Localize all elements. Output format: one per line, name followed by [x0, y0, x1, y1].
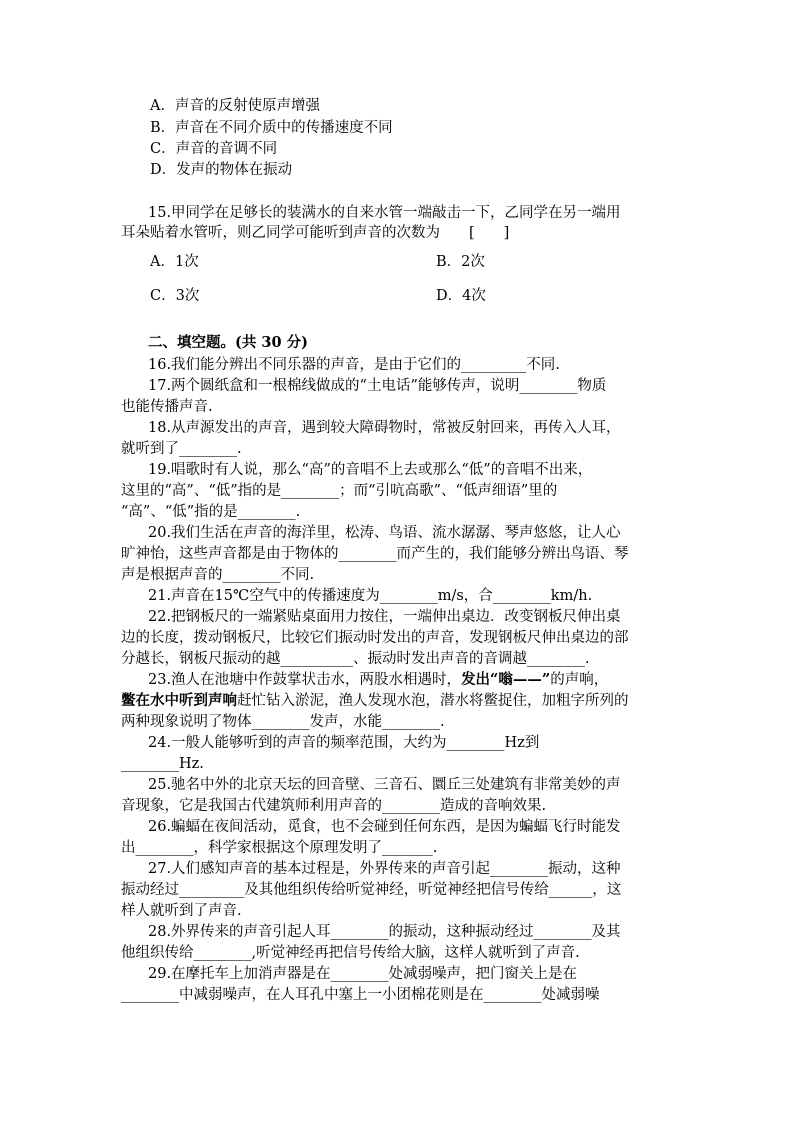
q15-option-a: A．1次 [150, 254, 199, 270]
q23-bold-phrase: 发出“嗡——” [461, 671, 551, 688]
q29-line2: ________中减弱噪声，在人耳孔中塞上一小团棉花则是在________处减弱噪 [121, 987, 600, 1003]
q18-line2: 就听到了________. [121, 441, 242, 457]
q21-line1: 21.声音在15℃空气中的传播速度为________m/s，合________km/h. [148, 588, 593, 604]
q16-line1: 16.我们能分辨出不同乐器的声音，是由于它们的_________不同. [148, 357, 560, 373]
q20-line1: 20.我们生活在声音的海洋里，松涛、鸟语、流水潺潺、琴声悠悠，让人心 [148, 525, 621, 541]
q26-line2: 出________，科学家根据这个原理发明了_______. [121, 840, 438, 856]
q15-line1: 15.甲同学在足够长的装满水的自来水管一端敲击一下，乙同学在另一端用 [148, 205, 621, 221]
q15-option-d: D．4次 [436, 288, 486, 304]
q18-line1: 18.从声源发出的声音，遇到较大障碍物时，常被反射回来，再传入人耳， [148, 420, 621, 436]
q23-line1 [148, 670, 608, 690]
q24-line1: 24.一般人能够听到的声音的频率范围，大约为________Hz到 [148, 735, 540, 751]
q23-line2-rest: 赶忙钻入淤泥，渔人发现水泡，潜水将鳖捉住，加粗字所列的 [237, 693, 629, 709]
q28-line1: 28.外界传来的声音引起人耳________的振动，这种振动经过________及其 [148, 924, 621, 940]
q19-line3: “高”、“低”指的是________. [121, 504, 301, 520]
q19-line1: 19.唱歌时有人说，那么“高”的音唱不上去或那么“低”的音唱不出来， [148, 462, 593, 478]
q27-line2: 振动经过_________及其他组织传给听觉神经，听觉神经把信号传给______，这 [121, 882, 622, 898]
q29-line1: 29.在摩托车上加消声器是在________处减弱噪声，把门窗关上是在 [148, 966, 578, 982]
q15-option-c: C．3次 [150, 288, 200, 304]
option-a: A．声音的反射使原声增强 [150, 98, 320, 114]
q23-line3: 两种现象说明了物体________发声，水能________. [121, 714, 445, 730]
q15-line2: 耳朵贴着水管听，则乙同学可能听到声音的次数为 [ ] [121, 225, 510, 241]
q27-line3: 样人就听到了声音. [121, 903, 242, 919]
q19-line2: 这里的“高”、“低”指的是________；而“引吭高歌”、“低声细语”里的 [121, 483, 558, 499]
option-d: D．发声的物体在振动 [150, 162, 293, 178]
q27-line1: 27.人们感知声音的基本过程是，外界传来的声音引起________振动，这种 [148, 861, 621, 877]
option-b: B．声音在不同介质中的传播速度不同 [150, 120, 393, 136]
q25-line2: 音现象，它是我国古代建筑师利用声音的________造成的音响效果. [121, 798, 547, 814]
q23-text: 23.渔人在池塘中作鼓掌状击水，两股水相遇时， [148, 672, 462, 688]
q26-line1: 26.蝙蝠在夜间活动，觅食，也不会碰到任何东西，是因为蝙蝠飞行时能发 [148, 819, 621, 835]
q28-line2: 他组织传给________,听觉神经再把信号传给大脑，这样人就听到了声音. [121, 945, 580, 961]
section-heading: 二、填空题。(共 30 分) [148, 334, 308, 351]
q22-line3: 分越长，钢板尺振动的越__________、振动时发出声音的音调越________. [121, 651, 590, 667]
q20-line3: 声是根据声音的________不同. [121, 567, 315, 583]
q23-bold-phrase-2: 鳖在水中听到声响 [121, 692, 237, 709]
q15-option-b: B．2次 [436, 254, 485, 270]
q25-line1: 25.驰名中外的北京天坛的回音壁、三音石、圜丘三处建筑有非常美妙的声 [148, 777, 621, 793]
q23-line2 [121, 691, 629, 711]
q24-line2: ________Hz. [121, 756, 204, 772]
q20-line2: 旷神怡，这些声音都是由于物体的________而产生的，我们能够分辨出鸟语、琴 [121, 546, 629, 562]
q22-line2: 边的长度，拨动钢板尺，比较它们振动时发出的声音，发现钢板尺伸出桌边的部 [121, 630, 629, 646]
q17-line2: 也能传播声音. [121, 399, 213, 415]
option-c: C．声音的音调不同 [150, 141, 278, 157]
q22-line1: 22.把钢板尺的一端紧贴桌面用力按住，一端伸出桌边．改变钢板尺伸出桌 [148, 609, 621, 625]
q17-line1: 17.两个圆纸盒和一根棉线做成的“土电话”能够传声，说明________物质 [148, 378, 607, 394]
q23-text-tail: 的声响， [550, 672, 609, 688]
